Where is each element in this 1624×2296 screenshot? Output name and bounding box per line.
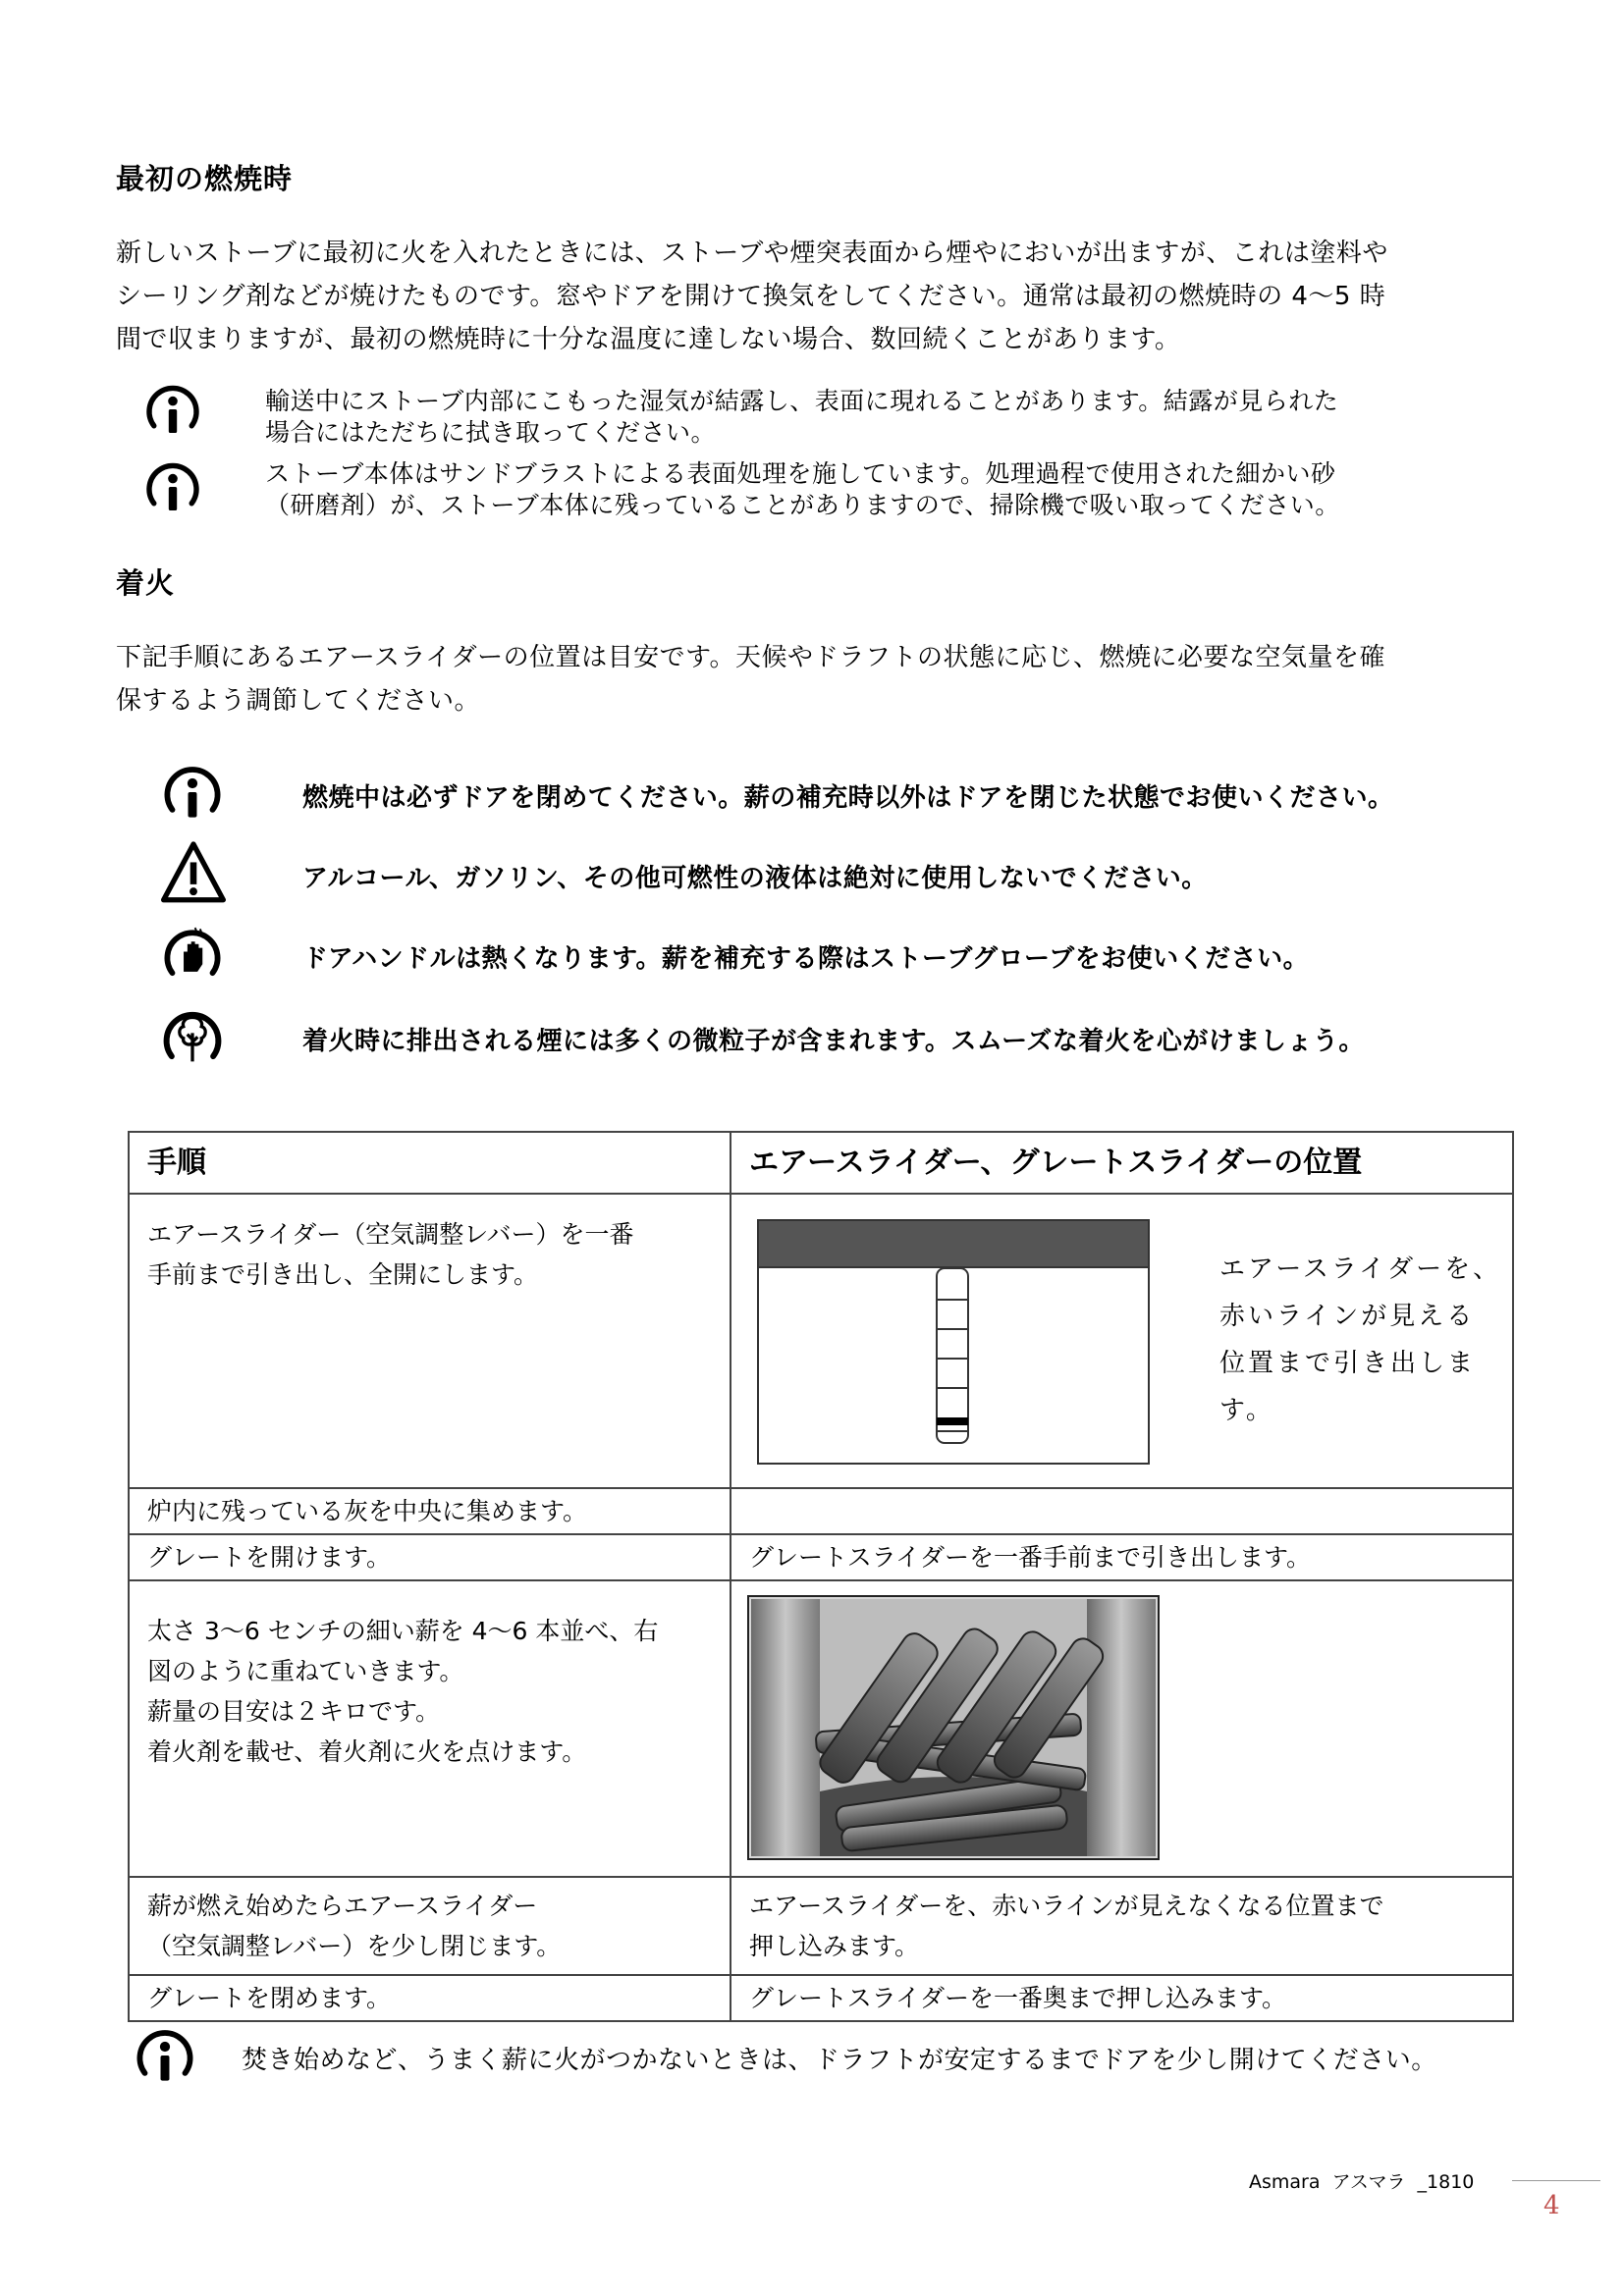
step-line: 着火剤を載せ、着火剤に火を点けます。 [147, 1737, 587, 1766]
position-line: 位置まで引き出しま [1219, 1349, 1477, 1378]
heading-first-burn: 最初の燃焼時 [116, 162, 294, 195]
paragraph-line: 間で収まりますが、最初の燃焼時に十分な温度に達しない場合、数回続くことがあります。 [116, 325, 1181, 354]
position-cell [731, 1975, 1513, 2021]
position-cell [731, 1488, 1513, 1534]
page-number: 4 [1543, 2191, 1560, 2220]
warning-door-closed: 燃焼中は必ずドアを閉めてください。薪の補充時以外はドアを閉じた状態でお使いください。 [302, 783, 1394, 813]
step-line: 手前まで引き出し、全開にします。 [147, 1260, 539, 1289]
step-line: 太さ 3〜6 センチの細い薪を 4〜6 本並べ、右 [147, 1617, 659, 1645]
warning-triangle-icon [159, 840, 228, 905]
paragraph-line: 新しいストーブに最初に火を入れたときには、ストーブや煙突表面から煙やにおいが出ますが、これは塗料や [116, 239, 1388, 268]
column-header-step: 手順 [129, 1132, 731, 1194]
info-icon [139, 457, 206, 516]
table-row [129, 1975, 1513, 2021]
step-cell [129, 1975, 731, 2021]
step-cell [129, 1534, 731, 1580]
info-icon [130, 2024, 200, 2087]
position-cell [731, 1534, 1513, 1580]
step-line: 薪が燃え始めたらエアースライダー [147, 1892, 538, 1920]
warning-smoke-particles: 着火時に排出される煙には多くの微粒子が含まれます。スムーズな着火を心がけましょう。 [302, 1027, 1365, 1056]
step-line: エアースライダー（空気調整レバー）を一番 [147, 1220, 634, 1249]
final-note-door-ajar: 焚き始めなど、うまく薪に火がつかないときは、ドラフトが安定するまでドアを少し開けてください。 [242, 2046, 1437, 2075]
step-line: グレートを閉めます。 [147, 1984, 392, 2012]
position-line: グレートスライダーを一番奥まで押し込みます。 [749, 1984, 1287, 2012]
warning-flammable-liquids: アルコール、ガソリン、その他可燃性の液体は絶対に使用しないでください。 [302, 864, 1208, 893]
table-header-row [129, 1132, 1513, 1194]
step-line: グレートを開けます。 [147, 1543, 392, 1572]
step-cell [129, 1488, 731, 1534]
footer-divider [1512, 2180, 1600, 2181]
note-line: ストーブ本体はサンドブラストによる表面処理を施しています。処理過程で使用された細かい砂 [265, 459, 1336, 488]
warning-hot-handle: ドアハンドルは熱くなります。薪を補充する際はストーブグローブをお使いください。 [302, 944, 1310, 974]
position-line: 赤いラインが見える [1219, 1302, 1476, 1331]
paragraph-line: 保するよう調節してください。 [116, 686, 481, 716]
first-burn-paragraph [116, 232, 1530, 361]
note-line: 輸送中にストーブ内部にこもった湿気が結露し、表面に現れることがあります。結露が見られた [265, 387, 1339, 415]
position-cell [731, 1194, 1513, 1488]
position-line: 押し込みます。 [749, 1932, 920, 1960]
tree-icon [157, 1003, 228, 1068]
note-line: （研磨剤）が、ストーブ本体に残っていることがありますので、掃除機で吸い取ってください。 [265, 491, 1340, 519]
position-cell [731, 1580, 1513, 1877]
position-line: エアースライダーを、 [1219, 1255, 1502, 1284]
step-cell [129, 1580, 731, 1877]
step-cell [129, 1194, 731, 1488]
position-line: エアースライダーを、赤いラインが見えなくなる位置まで [749, 1892, 1384, 1920]
note-sandblast [265, 458, 1532, 521]
air-slider-diagram [757, 1219, 1150, 1465]
step-cell [129, 1877, 731, 1975]
position-cell [731, 1877, 1513, 1975]
ignition-steps-table [128, 1131, 1514, 2022]
note-condensation [265, 386, 1532, 449]
position-line: グレートスライダーを一番手前まで引き出します。 [749, 1543, 1312, 1572]
table-row [129, 1877, 1513, 1975]
heading-ignition: 着火 [116, 566, 176, 600]
info-icon [157, 761, 228, 824]
info-icon [139, 380, 206, 439]
step-line: （空気調整レバー）を少し閉じます。 [147, 1932, 562, 1960]
table-row [129, 1194, 1513, 1488]
column-header-position: エアースライダー、グレートスライダーの位置 [731, 1132, 1513, 1194]
table-row [129, 1488, 1513, 1534]
hot-hand-icon [157, 923, 228, 986]
table-row [129, 1580, 1513, 1877]
position-line: す。 [1219, 1396, 1274, 1425]
paragraph-line: シーリング剤などが焼けたものです。窓やドアを開けて換気をしてください。通常は最初の燃焼時の 4〜5 時 [116, 282, 1386, 311]
paragraph-line: 下記手順にあるエアースライダーの位置は目安です。天候やドラフトの状態に応じ、燃焼に必要な空気量を確 [116, 643, 1386, 672]
step-line: 薪量の目安は２キロです。 [147, 1697, 441, 1726]
step-line: 図のように重ねていきます。 [147, 1657, 464, 1685]
firewood-stacking-photo [747, 1595, 1160, 1860]
step-line: 炉内に残っている灰を中央に集めます。 [147, 1497, 588, 1525]
table-row [129, 1534, 1513, 1580]
air-slider-instruction [1219, 1246, 1501, 1434]
note-line: 場合にはただちに拭き取ってください。 [265, 418, 717, 447]
ignition-paragraph [116, 636, 1530, 722]
footer-product-label: Asmara アスマラ _1810 [1249, 2171, 1475, 2193]
